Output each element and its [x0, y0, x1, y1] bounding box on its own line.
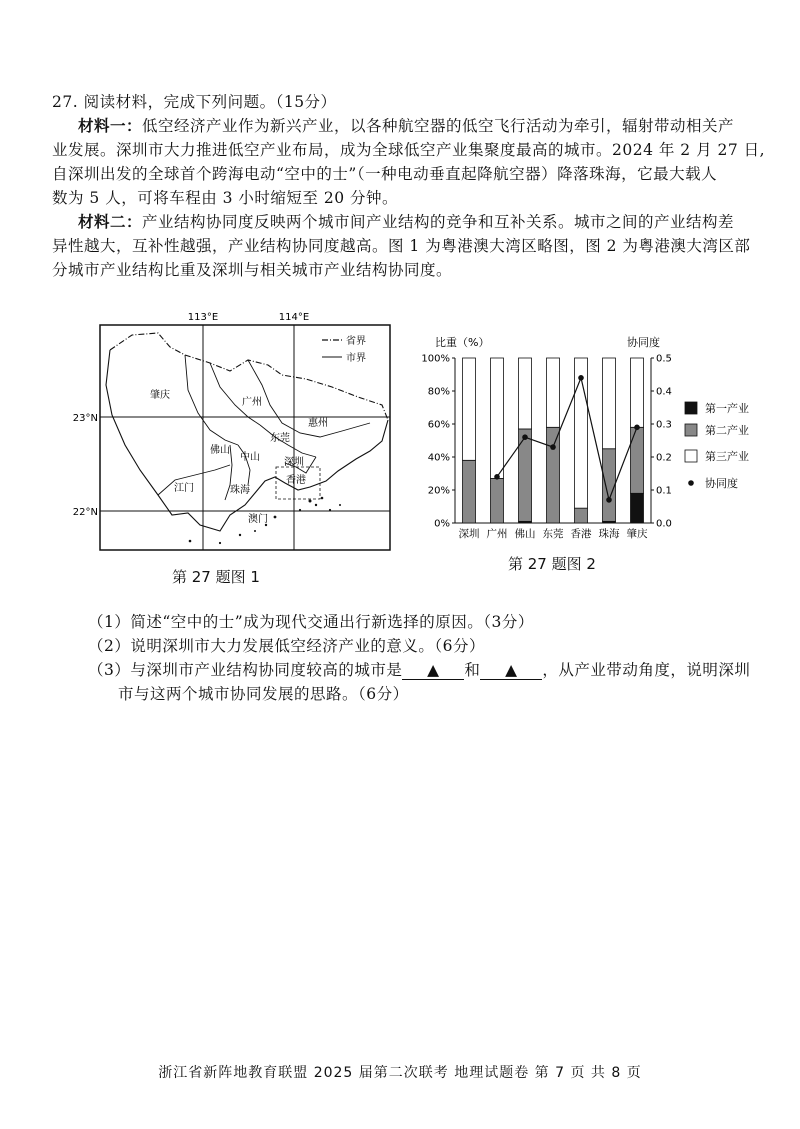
bar-segment-第二产业: [575, 508, 588, 523]
right-tick-label: 0.3: [656, 419, 672, 431]
subquestion-3-text-a: （3）与深圳市产业结构协同度较高的城市是: [88, 661, 403, 679]
bay-area-map: [70, 305, 400, 555]
subquestion-2: （2）说明深圳市大力发展低空经济产业的意义。（6分）: [88, 637, 485, 655]
coordination-point: [550, 444, 556, 450]
city-huizhou: 惠州: [308, 418, 328, 429]
bar-segment-第二产业: [631, 427, 644, 493]
category-label: 珠海: [598, 528, 620, 540]
legend-label: 协同度: [705, 477, 738, 490]
bar-segment-第三产业: [463, 358, 476, 460]
category-label: 广州: [486, 528, 508, 540]
coordination-point: [578, 375, 584, 381]
left-tick-label: 0%: [434, 518, 450, 530]
legend-label: 第一产业: [705, 402, 749, 415]
coordination-point: [494, 474, 500, 480]
legend-swatch-第三产业: [685, 450, 697, 462]
material-2-line-3: 分城市产业结构比重及深圳与相关城市产业结构协同度。: [52, 261, 453, 279]
bar-segment-第三产业: [547, 358, 560, 427]
right-tick-label: 0.2: [656, 452, 672, 464]
figure-2-caption: 第 27 题图 2: [508, 555, 596, 573]
material-1-line-3: 自深圳出发的全球首个跨海电动“空中的士”（一种电动垂直起降航空器）降落珠海，它最大载人: [52, 165, 718, 183]
category-label: 香港: [570, 528, 592, 540]
bar-segment-第三产业: [519, 358, 532, 429]
subquestion-3-and: 和: [464, 661, 481, 679]
chart-ylabel-right: 协同度: [627, 336, 660, 349]
city-hongkong: 香港: [286, 475, 306, 486]
legend-province-border: 省界: [346, 336, 366, 347]
figure-1-caption: 第 27 题图 1: [172, 568, 260, 586]
bar-segment-第二产业: [463, 460, 476, 523]
city-zhaoqing: 肇庆: [150, 390, 170, 401]
material-2-line-2: 异性越大，互补性越强，产业结构协同度越高。图 1 为粤港澳大湾区略图，图 2 为粤港澳大湾区部: [52, 237, 751, 255]
coordination-line: [497, 378, 637, 500]
category-label: 肇庆: [626, 528, 648, 540]
question-title: 27. 阅读材料，完成下列问题。（15分）: [52, 93, 337, 111]
city-macao: 澳门: [248, 514, 268, 525]
city-zhuhai: 珠海: [230, 485, 250, 496]
bar-segment-第一产业: [631, 493, 644, 523]
material-1-line-2: 业发展。深圳市大力推进低空产业布局，成为全球低空产业集聚度最高的城市。2024 年 2 月 27 日,: [52, 141, 766, 159]
bar-segment-第二产业: [547, 427, 560, 523]
category-label: 东莞: [542, 528, 564, 540]
material-2-text-1: 产业结构协同度反映两个城市间产业结构的竞争和互补关系。城市之间的产业结构差: [142, 213, 735, 231]
industry-structure-chart: [415, 330, 790, 560]
city-jiangmen: 江门: [174, 483, 194, 494]
bar-segment-第三产业: [603, 358, 616, 449]
subquestion-3-text-b: ，从产业带动角度，说明深圳: [542, 661, 751, 679]
coordination-point: [634, 425, 640, 431]
city-guangzhou: 广州: [242, 397, 262, 408]
left-tick-label: 80%: [427, 386, 450, 398]
left-tick-label: 40%: [427, 452, 450, 464]
left-tick-label: 20%: [427, 485, 450, 497]
right-tick-label: 0.4: [656, 386, 672, 398]
lon-label-114: 114°E: [278, 312, 310, 323]
coordination-point: [522, 434, 528, 440]
bar-segment-第三产业: [631, 358, 644, 427]
city-shenzhen: 深圳: [284, 457, 304, 468]
material-1-line-4: 数为 5 人，可将车程由 3 小时缩短至 20 分钟。: [52, 189, 399, 207]
material-1-line-1: [78, 114, 734, 136]
subquestion-1: （1）简述“空中的士”成为现代交通出行新选择的原因。（3分）: [88, 613, 534, 631]
page-footer: 浙江省新阵地教育联盟 2025 届第二次联考 地理试题卷 第 7 页 共 8 页: [158, 1065, 642, 1081]
left-tick-label: 100%: [421, 353, 450, 365]
legend-swatch-第二产业: [685, 424, 697, 436]
coordination-point: [606, 497, 612, 503]
subquestion-3-line-1: [88, 658, 750, 680]
legend-swatch-第一产业: [685, 402, 697, 414]
material-1-text-1: 低空经济产业作为新兴产业，以各种航空器的低空飞行活动为牵引，辐射带动相关产: [142, 117, 735, 135]
right-tick-label: 0.0: [656, 518, 672, 530]
material-2-label: 材料二：: [78, 212, 143, 231]
bar-segment-第三产业: [491, 358, 504, 478]
city-foshan: 佛山: [210, 445, 230, 456]
left-tick-label: 60%: [427, 419, 450, 431]
answer-blank-2[interactable]: ▲: [480, 661, 542, 680]
city-dongguan: 东莞: [270, 433, 290, 444]
lat-label-22: 22°N: [72, 507, 98, 518]
category-label: 深圳: [458, 528, 480, 540]
right-tick-label: 0.5: [656, 353, 672, 365]
lon-label-113: 113°E: [187, 312, 219, 323]
category-label: 佛山: [514, 528, 536, 540]
material-1-label: 材料一：: [78, 116, 143, 135]
lat-label-23: 23°N: [72, 413, 98, 424]
bar-segment-第二产业: [603, 449, 616, 522]
right-tick-label: 0.1: [656, 485, 672, 497]
legend-label: 第二产业: [705, 424, 749, 437]
chart-ylabel-left: 比重（%）: [435, 336, 490, 349]
answer-blank-1[interactable]: ▲: [402, 661, 464, 680]
material-2-line-1: [78, 210, 734, 232]
city-zhongshan: 中山: [240, 452, 260, 463]
bar-segment-第二产业: [491, 478, 504, 523]
legend-city-border: 市界: [346, 353, 366, 364]
legend-label: 第三产业: [705, 450, 749, 463]
legend-dot-coordination: [688, 480, 694, 486]
subquestion-3-line-2: 市与这两个城市协同发展的思路。（6分）: [118, 685, 409, 703]
